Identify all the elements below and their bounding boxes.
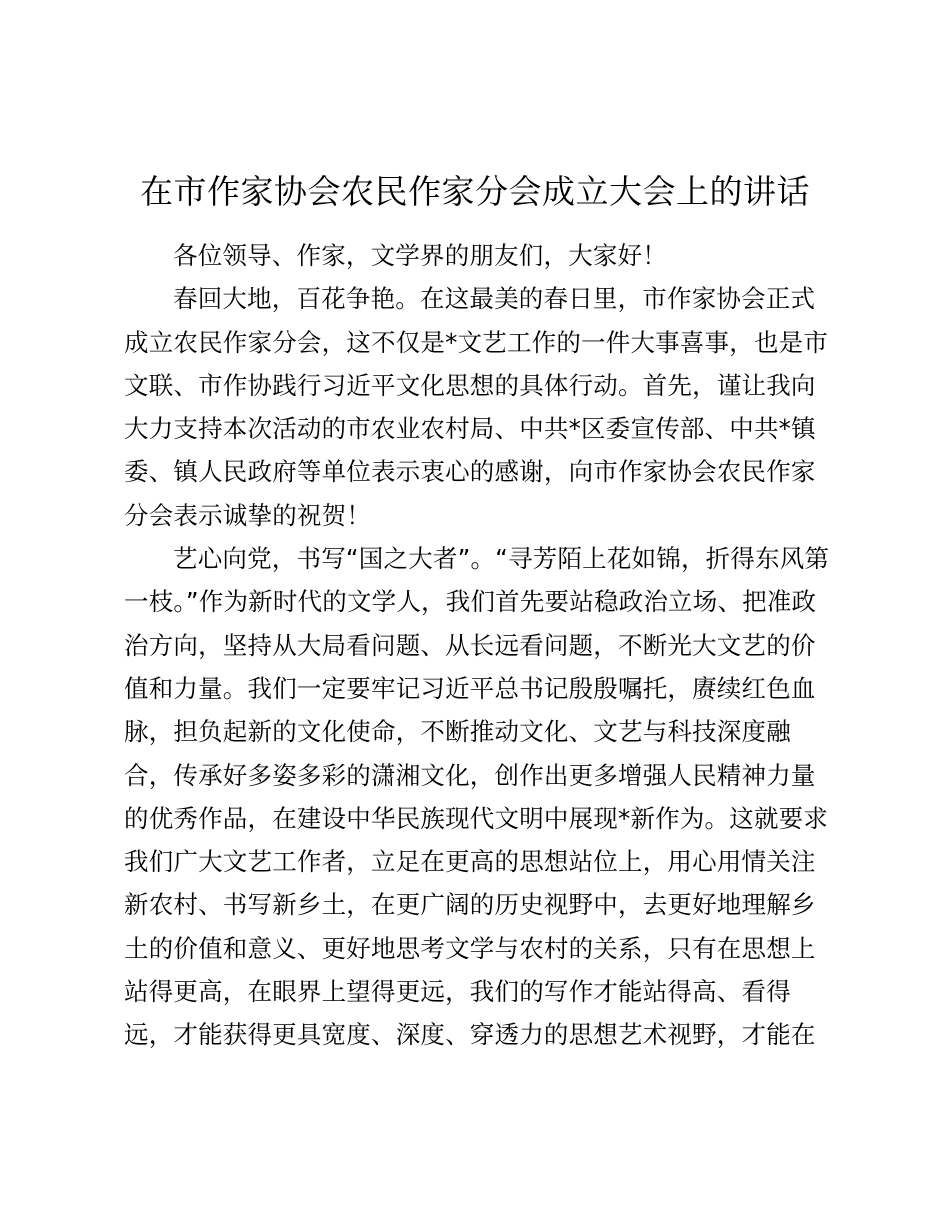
text-line: 委、镇人民政府等单位表示衷心的感谢，向市作家协会农民作家 xyxy=(124,457,816,487)
text-line: 的优秀作品，在建设中华民族现代文明中展现*新作为。这就要求 xyxy=(124,803,829,833)
text-line: 各位领导、作家，文学界的朋友们，大家好！ xyxy=(173,241,667,270)
text-line: 大力支持本次活动的市农业农村局、中共*区委宣传部、中共*镇 xyxy=(124,414,816,444)
text-line: 新农村、书写新乡土，在更广阔的历史视野中，去更好地理解乡 xyxy=(124,890,816,920)
text-line: 土的价值和意义、更好地思考文学与农村的关系，只有在思想上 xyxy=(124,933,816,963)
text-line: 一枝。”作为新时代的文学人，我们首先要站稳政治立场、把准政 xyxy=(124,587,817,617)
text-line: 成立农民作家分会，这不仅是*文艺工作的一件大事喜事，也是市 xyxy=(124,327,829,357)
document-title: 在市作家协会农民作家分会成立大会上的讲话 xyxy=(140,172,810,211)
document-body xyxy=(124,234,844,1057)
text-line: 分会表示诚挚的祝贺！ xyxy=(124,500,371,530)
text-line: 文联、市作协践行习近平文化思想的具体行动。首先，谨让我向 xyxy=(124,370,816,400)
text-line: 脉，担负起新的文化使命，不断推动文化、文艺与科技深度融 xyxy=(124,717,791,747)
text-line: 我们广大文艺工作者，立足在更高的思想站位上，用心用情关注 xyxy=(124,847,816,877)
text-line: 值和力量。我们一定要牢记习近平总书记殷殷嘱托，赓续红色血 xyxy=(124,673,816,703)
text-line: 春回大地，百花争艳。在这最美的春日里，市作家协会正式 xyxy=(173,284,816,314)
text-line: 艺心向党，书写“国之大者”。“寻芳陌上花如锦，折得东风第 xyxy=(173,544,830,574)
text-line: 站得更高，在眼界上望得更远，我们的写作才能站得高、看得 xyxy=(124,977,791,1007)
text-line: 远，才能获得更具宽度、深度、穿透力的思想艺术视野，才能在 xyxy=(124,1020,816,1050)
text-line: 合，传承好多姿多彩的潇湘文化，创作出更多增强人民精神力量 xyxy=(124,760,816,790)
text-line: 治方向，坚持从大局看问题、从长远看问题，不断光大文艺的价 xyxy=(124,630,816,660)
